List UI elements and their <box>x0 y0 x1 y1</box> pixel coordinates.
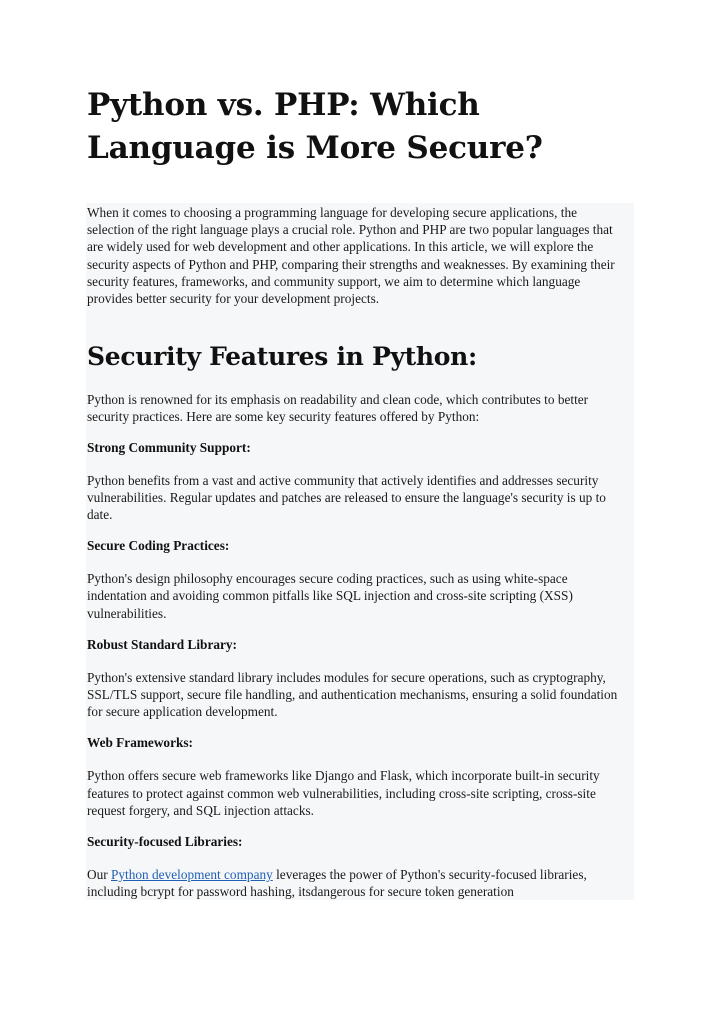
feature-heading-standard-library: Robust Standard Library: <box>87 636 237 652</box>
feature-heading-security-libraries: Security-focused Libraries: <box>87 834 243 850</box>
article-content <box>86 203 634 900</box>
feature-text-web-frameworks: Python offers secure web frameworks like Django and Flask, which incorporate built-in security features to protect against common web vulnerabilities, including cross-site scripting, cross-site request forgery, and SQL injection attacks. <box>87 768 600 818</box>
feature-text-suffix: leverages the power of Python's security-focused libraries, including bcrypt for password hashing, itsdangerous for secure token generation <box>87 867 587 900</box>
page-title: Python vs. PHP: Which Language is More Secure? <box>87 87 543 166</box>
intro-paragraph: When it comes to choosing a programming language for developing secure applications, the selection of the right language plays a crucial role. Python and PHP are two popular languages that are widely used for web development and other applications. In this article, we will explore the security aspects of Python and PHP, comparing their strengths and weaknesses. By examining their security features, frameworks, and community support, we aim to determine which language provides better security for your development projects. <box>87 205 615 307</box>
feature-heading-community-support: Strong Community Support: <box>87 439 251 455</box>
feature-text-security-libraries <box>87 866 626 900</box>
section-lead-paragraph: Python is renowned for its emphasis on readability and clean code, which contributes to better security practices. Here are some key security features offered by Python: <box>87 392 589 425</box>
feature-text-standard-library: Python's extensive standard library includes modules for secure operations, such as cryptography, SSL/TLS support, secure file handling, and authentication mechanisms, ensuring a solid foundation for secure application development. <box>87 669 618 720</box>
feature-heading-web-frameworks: Web Frameworks: <box>87 735 193 751</box>
feature-text-secure-coding: Python's design philosophy encourages secure coding practices, such as using white-space indentation and avoiding common pitfalls like SQL injection and cross-site scripting (XSS) vulnerabilities. <box>87 571 573 621</box>
feature-text-prefix: Our <box>87 867 112 883</box>
python-development-company-link[interactable]: Python development company <box>111 867 273 883</box>
feature-heading-secure-coding: Secure Coding Practices: <box>87 538 230 554</box>
section-heading-python-security: Security Features in Python: <box>87 342 477 372</box>
feature-text-community-support: Python benefits from a vast and active community that actively identifies and addresses security vulnerabilities. Regular updates and patches are released to ensure the language's security is up to date. <box>87 472 606 523</box>
